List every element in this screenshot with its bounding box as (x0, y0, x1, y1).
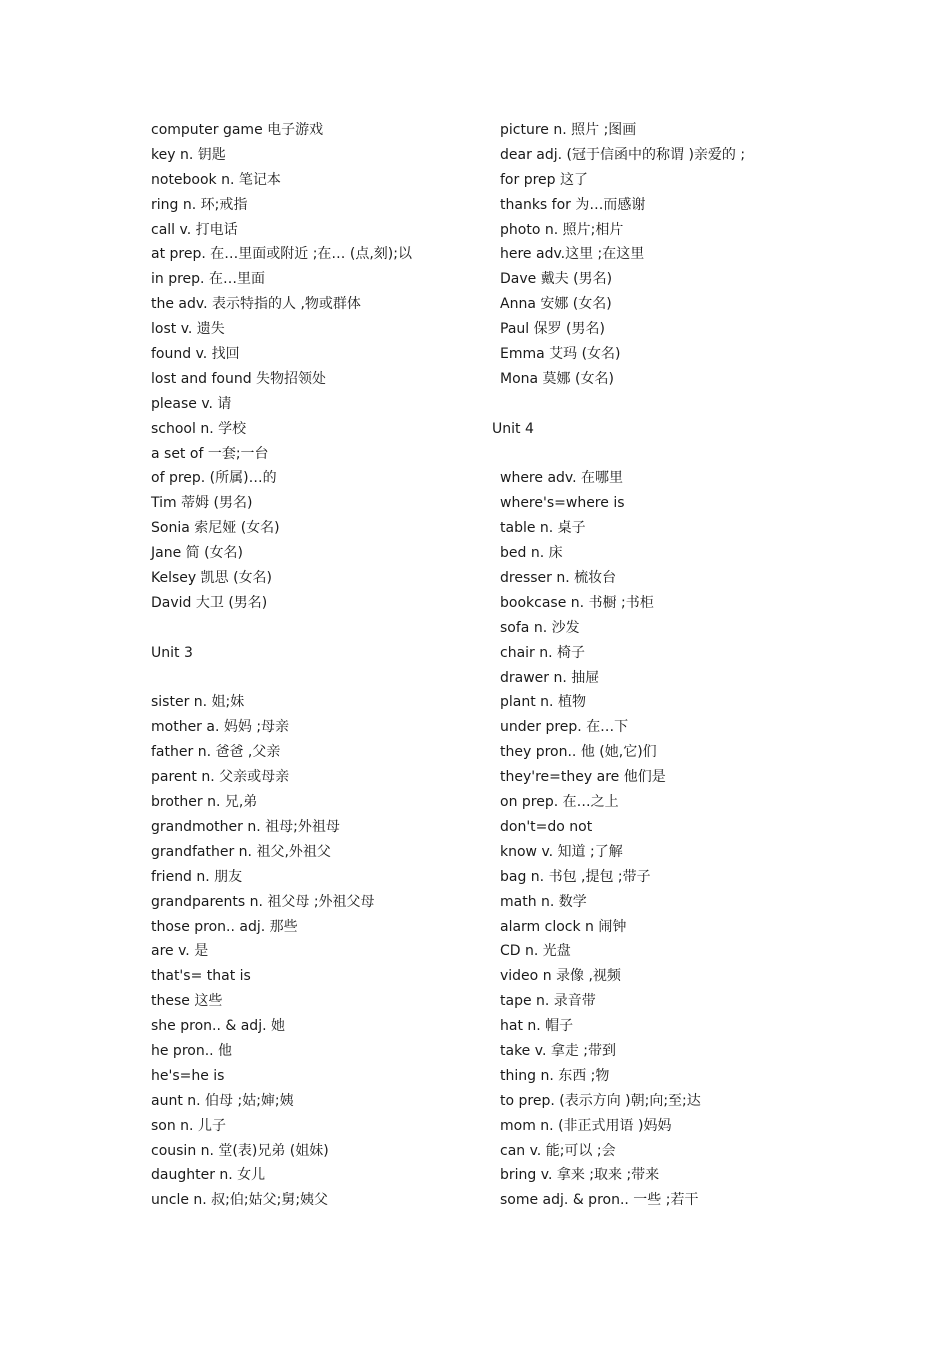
blank-line (500, 442, 820, 467)
vocabulary-entry: under prep. 在…下 (500, 719, 629, 736)
vocabulary-entry: these 这些 (151, 993, 223, 1010)
vocabulary-entry: he pron.. 他 (151, 1042, 233, 1059)
vocabulary-entry: at prep. 在…里面或附近 ;在… (点,刻);以 (151, 246, 412, 263)
vocabulary-entry: he's=he is (151, 1067, 225, 1084)
vocabulary-entry: that's= that is (151, 968, 251, 985)
vocabulary-entry: Kelsey 凯思 (女名) (151, 570, 273, 587)
vocabulary-entry: David 大卫 (男名) (151, 594, 268, 611)
vocabulary-entry: chair n. 椅子 (500, 644, 586, 661)
vocabulary-entry: hat n. 帽子 (500, 1018, 574, 1035)
vocabulary-entry: thanks for 为…而感谢 (500, 196, 646, 213)
vocabulary-entry: grandparents n. 祖父母 ;外祖父母 (151, 893, 375, 910)
vocabulary-entry: on prep. 在…之上 (500, 794, 619, 811)
vocabulary-entry: of prep. (所属)…的 (151, 470, 277, 487)
vocabulary-entry: son n. 儿子 (151, 1117, 226, 1134)
unit-heading: Unit 3 (151, 644, 193, 661)
vocabulary-entry: parent n. 父亲或母亲 (151, 769, 290, 786)
vocabulary-entry: daughter n. 女儿 (151, 1167, 266, 1184)
left-vocabulary-column (151, 118, 471, 1213)
vocabulary-entry: grandfather n. 祖父,外祖父 (151, 843, 331, 860)
vocabulary-entry: dear adj. (冠于信函中的称谓 )亲爱的 ; (500, 146, 746, 163)
vocabulary-entry: Paul 保罗 (男名) (500, 321, 605, 338)
vocabulary-entry: Mona 莫娜 (女名) (500, 370, 614, 387)
vocabulary-entry: Jane 简 (女名) (151, 545, 244, 562)
vocabulary-entry: where adv. 在哪里 (500, 470, 624, 487)
unit-heading: Unit 4 (492, 420, 534, 437)
vocabulary-entry: found v. 找回 (151, 346, 240, 363)
vocabulary-entry: know v. 知道 ;了解 (500, 843, 623, 860)
vocabulary-entry: plant n. 植物 (500, 694, 586, 711)
vocabulary-entry: sofa n. 沙发 (500, 619, 580, 636)
vocabulary-entry: lost v. 遗失 (151, 321, 225, 338)
vocabulary-entry: some adj. & pron.. 一些 ;若干 (500, 1192, 699, 1209)
vocabulary-entry: video n 录像 ,视频 (500, 968, 621, 985)
vocabulary-entry: bag n. 书包 ,提包 ;带子 (500, 868, 651, 885)
vocabulary-entry: cousin n. 堂(表)兄弟 (姐妹) (151, 1142, 329, 1159)
vocabulary-entry: key n. 钥匙 (151, 146, 226, 163)
vocabulary-entry: bed n. 床 (500, 545, 563, 562)
vocabulary-entry: mother a. 妈妈 ;母亲 (151, 719, 290, 736)
vocabulary-entry: school n. 学校 (151, 420, 247, 437)
vocabulary-entry: take v. 拿走 ;带到 (500, 1042, 617, 1059)
vocabulary-entry: Anna 安娜 (女名) (500, 296, 612, 313)
vocabulary-entry: uncle n. 叔;伯;姑父;舅;姨父 (151, 1192, 329, 1209)
vocabulary-entry: she pron.. & adj. 她 (151, 1018, 285, 1035)
blank-line (151, 616, 471, 641)
vocabulary-entry: they pron.. 他 (她,它)们 (500, 744, 657, 761)
vocabulary-entry: here adv.这里 ;在这里 (500, 246, 645, 263)
vocabulary-entry: dresser n. 梳妆台 (500, 570, 617, 587)
right-vocabulary-column (492, 118, 820, 1213)
vocabulary-entry: call v. 打电话 (151, 221, 238, 238)
vocabulary-entry: picture n. 照片 ;图画 (500, 122, 637, 138)
vocabulary-entry: they're=they are 他们是 (500, 769, 666, 786)
vocabulary-entry: don't=do not (500, 818, 593, 835)
vocabulary-entry: Sonia 索尼娅 (女名) (151, 520, 280, 537)
vocabulary-entry: where's=where is (500, 495, 625, 512)
vocabulary-entry: Dave 戴夫 (男名) (500, 271, 613, 288)
vocabulary-entry: math n. 数学 (500, 893, 587, 910)
vocabulary-entry: tape n. 录音带 (500, 993, 596, 1010)
vocabulary-entry: alarm clock n 闹钟 (500, 918, 627, 935)
vocabulary-entry: the adv. 表示特指的人 ,物或群体 (151, 296, 361, 313)
vocabulary-entry: for prep 这了 (500, 171, 588, 188)
vocabulary-entry: to prep. (表示方向 )朝;向;至;达 (500, 1092, 701, 1109)
vocabulary-entry: in prep. 在…里面 (151, 271, 265, 288)
vocabulary-entry: grandmother n. 祖母;外祖母 (151, 818, 340, 835)
vocabulary-entry: photo n. 照片;相片 (500, 221, 624, 238)
vocabulary-entry: a set of 一套;一台 (151, 445, 269, 462)
vocabulary-entry: those pron.. adj. 那些 (151, 918, 298, 935)
vocabulary-entry: Emma 艾玛 (女名) (500, 346, 621, 363)
vocabulary-entry: friend n. 朋友 (151, 868, 243, 885)
vocabulary-entry: aunt n. 伯母 ;姑;婶;姨 (151, 1092, 294, 1109)
vocabulary-entry: bring v. 拿来 ;取来 ;带来 (500, 1167, 660, 1184)
vocabulary-entry: father n. 爸爸 ,父亲 (151, 744, 281, 761)
vocabulary-entry: bookcase n. 书橱 ;书柜 (500, 594, 654, 611)
vocabulary-entry: are v. 是 (151, 943, 209, 960)
vocabulary-entry: Tim 蒂姆 (男名) (151, 495, 253, 512)
vocabulary-entry: mom n. (非正式用语 )妈妈 (500, 1117, 672, 1134)
vocabulary-entry: ring n. 环;戒指 (151, 196, 248, 213)
vocabulary-entry: sister n. 姐;妹 (151, 694, 245, 711)
blank-line (500, 392, 820, 417)
vocabulary-entry: drawer n. 抽屉 (500, 669, 600, 686)
vocabulary-entry: thing n. 东西 ;物 (500, 1067, 610, 1084)
vocabulary-entry: table n. 桌子 (500, 520, 586, 537)
vocabulary-entry: lost and found 失物招领处 (151, 370, 327, 387)
vocabulary-entry: CD n. 光盘 (500, 943, 571, 960)
vocabulary-entry: computer game 电子游戏 (151, 122, 324, 138)
vocabulary-entry: can v. 能;可以 ;会 (500, 1142, 616, 1159)
vocabulary-entry: notebook n. 笔记本 (151, 171, 281, 188)
vocabulary-entry: please v. 请 (151, 395, 232, 412)
blank-line (151, 666, 471, 691)
vocabulary-entry: brother n. 兄,弟 (151, 794, 258, 811)
